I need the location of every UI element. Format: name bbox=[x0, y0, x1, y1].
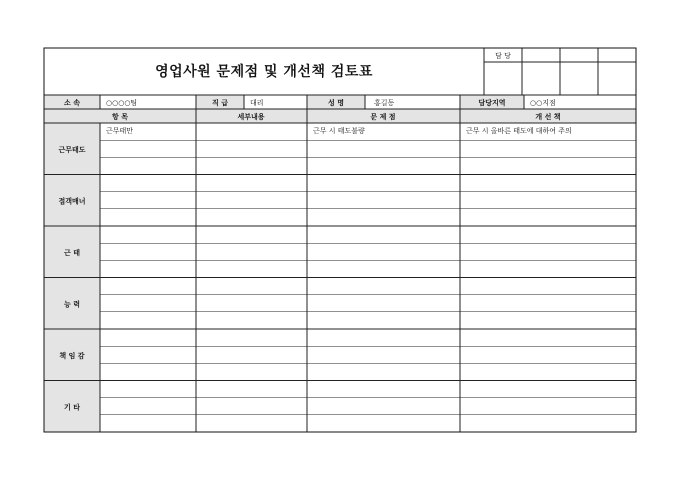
category-label: 근 태 bbox=[64, 248, 80, 257]
rank-value[interactable]: 대리 bbox=[250, 99, 264, 107]
approval-stamp-cell-3[interactable] bbox=[599, 63, 635, 94]
column-header-item: 항 목 bbox=[112, 113, 128, 121]
rank-label: 직 급 bbox=[212, 99, 228, 107]
region-label: 담당지역 bbox=[478, 99, 506, 107]
approval-stamp-cell-2[interactable] bbox=[561, 63, 597, 94]
table-cell-item[interactable]: 근무태만 bbox=[106, 127, 134, 135]
column-header-improvement: 개 선 책 bbox=[535, 113, 561, 121]
region-value[interactable]: ○○지점 bbox=[530, 99, 556, 107]
dept-value[interactable]: ○○○○팀 bbox=[106, 99, 138, 107]
category-label: 능 력 bbox=[64, 300, 80, 309]
approval-stamp-cell-1[interactable] bbox=[523, 63, 559, 94]
name-label: 성 명 bbox=[328, 99, 344, 107]
category-label: 접객매너 bbox=[58, 197, 86, 206]
dept-label: 소 속 bbox=[64, 99, 80, 107]
column-header-detail: 세부내용 bbox=[237, 113, 265, 121]
name-value[interactable]: 홍길동 bbox=[374, 99, 395, 107]
category-label: 책 임 감 bbox=[59, 351, 85, 360]
table-cell-improvement[interactable]: 근무 시 올바른 태도에 대하여 주의 bbox=[466, 127, 572, 135]
table-cell-problem[interactable]: 근무 시 태도불량 bbox=[313, 127, 365, 135]
review-table-body bbox=[44, 126, 636, 432]
page-title: 영업사원 문제점 및 개선책 검토표 bbox=[155, 64, 373, 80]
category-label: 근무태도 bbox=[58, 145, 86, 154]
approval-label: 담 당 bbox=[495, 52, 511, 60]
column-header-problem: 문 제 점 bbox=[370, 113, 396, 121]
category-label: 기 타 bbox=[64, 403, 80, 412]
